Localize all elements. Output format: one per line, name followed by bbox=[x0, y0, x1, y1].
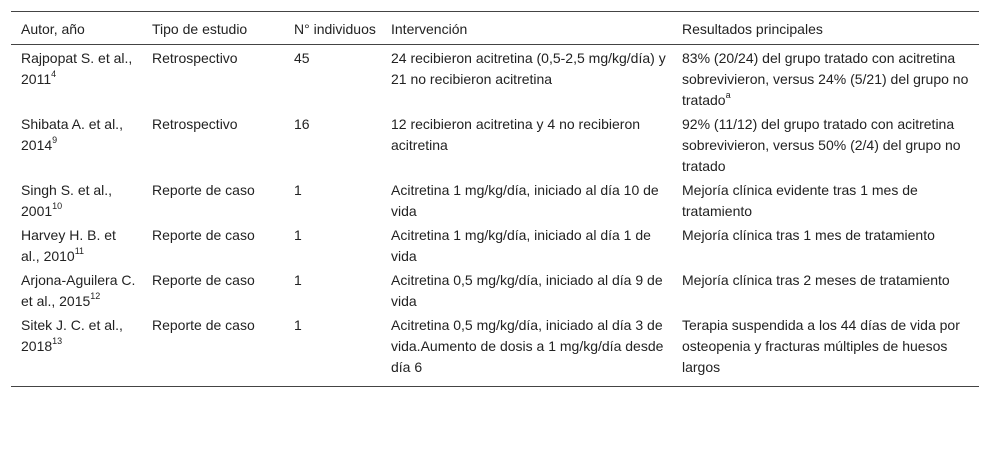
cell-result: Terapia suspendida a los 44 días de vida por osteopenia y fracturas múltiples de huesos largos bbox=[672, 313, 979, 387]
cell-study-type: Retrospectivo bbox=[152, 50, 238, 66]
table-row bbox=[11, 45, 979, 113]
cell-author bbox=[11, 178, 142, 223]
cell-n: 45 bbox=[294, 50, 310, 66]
reference-superscript: 13 bbox=[52, 336, 63, 347]
cell-author bbox=[11, 223, 142, 268]
reference-superscript: 4 bbox=[51, 69, 57, 80]
cell-study-type: Reporte de caso bbox=[152, 272, 255, 288]
cell-n: 16 bbox=[294, 116, 310, 132]
cell-result: Mejoría clínica tras 1 mes de tratamiento bbox=[682, 227, 935, 243]
author-text: Harvey H. B. et al., 2010 bbox=[21, 227, 116, 264]
table-header bbox=[11, 12, 979, 45]
cell-intervention: 12 recibieron acitretina y 4 no recibieron acitretina bbox=[391, 116, 641, 153]
table-row bbox=[11, 112, 979, 178]
cell-study-type: Reporte de caso bbox=[142, 313, 284, 387]
cell-intervention: Acitretina 0,5 mg/kg/día, iniciado al día 9 de vida bbox=[391, 272, 663, 309]
cell-result: 92% (11/12) del grupo tratado con acitretina sobrevivieron, versus 50% (2/4) del grupo no tratado bbox=[682, 116, 961, 174]
cell-study-type: Reporte de caso bbox=[152, 182, 255, 198]
cell-intervention: Acitretina 1 mg/kg/día, iniciado al día 1 de vida bbox=[391, 227, 651, 264]
header-author: Autor, año bbox=[11, 12, 142, 45]
footnote-superscript: a bbox=[725, 90, 731, 101]
header-study-type: Tipo de estudio bbox=[142, 12, 284, 45]
author-text: Shibata A. et al., 2014 bbox=[21, 116, 123, 153]
header-row bbox=[11, 12, 979, 45]
studies-table-container bbox=[11, 11, 979, 387]
cell-author bbox=[11, 45, 142, 113]
table-row bbox=[11, 268, 979, 313]
reference-superscript: 11 bbox=[74, 246, 85, 257]
author-text: Sitek J. C. et al., 2018 bbox=[21, 317, 123, 354]
result-text: 83% (20/24) del grupo tratado con acitretina sobrevivieron, versus 24% (5/21) del grupo no tratado bbox=[682, 50, 969, 108]
table-row bbox=[11, 223, 979, 268]
header-intervention: Intervención bbox=[381, 12, 672, 45]
table-row bbox=[11, 178, 979, 223]
header-n-individuals: N° individuos bbox=[284, 12, 381, 45]
cell-result: Mejoría clínica tras 2 meses de tratamiento bbox=[682, 272, 950, 288]
cell-result bbox=[672, 45, 979, 113]
cell-n: 1 bbox=[294, 182, 302, 198]
reference-superscript: 10 bbox=[52, 201, 63, 212]
cell-study-type: Retrospectivo bbox=[152, 116, 238, 132]
cell-study-type: Reporte de caso bbox=[152, 227, 255, 243]
cell-author bbox=[11, 112, 142, 178]
table-row bbox=[11, 313, 979, 387]
header-main-results: Resultados principales bbox=[672, 12, 979, 45]
cell-n: 1 bbox=[284, 313, 381, 387]
cell-author bbox=[11, 313, 142, 387]
author-text: Arjona-Aguilera C. et al., 2015 bbox=[21, 272, 136, 309]
cell-intervention: Acitretina 1 mg/kg/día, iniciado al día 10 de vida bbox=[391, 182, 659, 219]
reference-superscript: 9 bbox=[52, 135, 58, 146]
cell-author bbox=[11, 268, 142, 313]
cell-intervention: 24 recibieron acitretina (0,5-2,5 mg/kg/día) y 21 no recibieron acitretina bbox=[391, 50, 666, 87]
cell-intervention: Acitretina 0,5 mg/kg/día, iniciado al día 3 de vida.Aumento de dosis a 1 mg/kg/día desde día 6 bbox=[381, 313, 672, 387]
cell-n: 1 bbox=[294, 272, 302, 288]
studies-table bbox=[11, 11, 979, 387]
author-text: Rajpopat S. et al., 2011 bbox=[21, 50, 133, 87]
cell-n: 1 bbox=[294, 227, 302, 243]
author-text: Singh S. et al., 2001 bbox=[21, 182, 113, 219]
table-body bbox=[11, 45, 979, 387]
cell-result: Mejoría clínica evidente tras 1 mes de tratamiento bbox=[682, 182, 918, 219]
reference-superscript: 12 bbox=[90, 291, 101, 302]
